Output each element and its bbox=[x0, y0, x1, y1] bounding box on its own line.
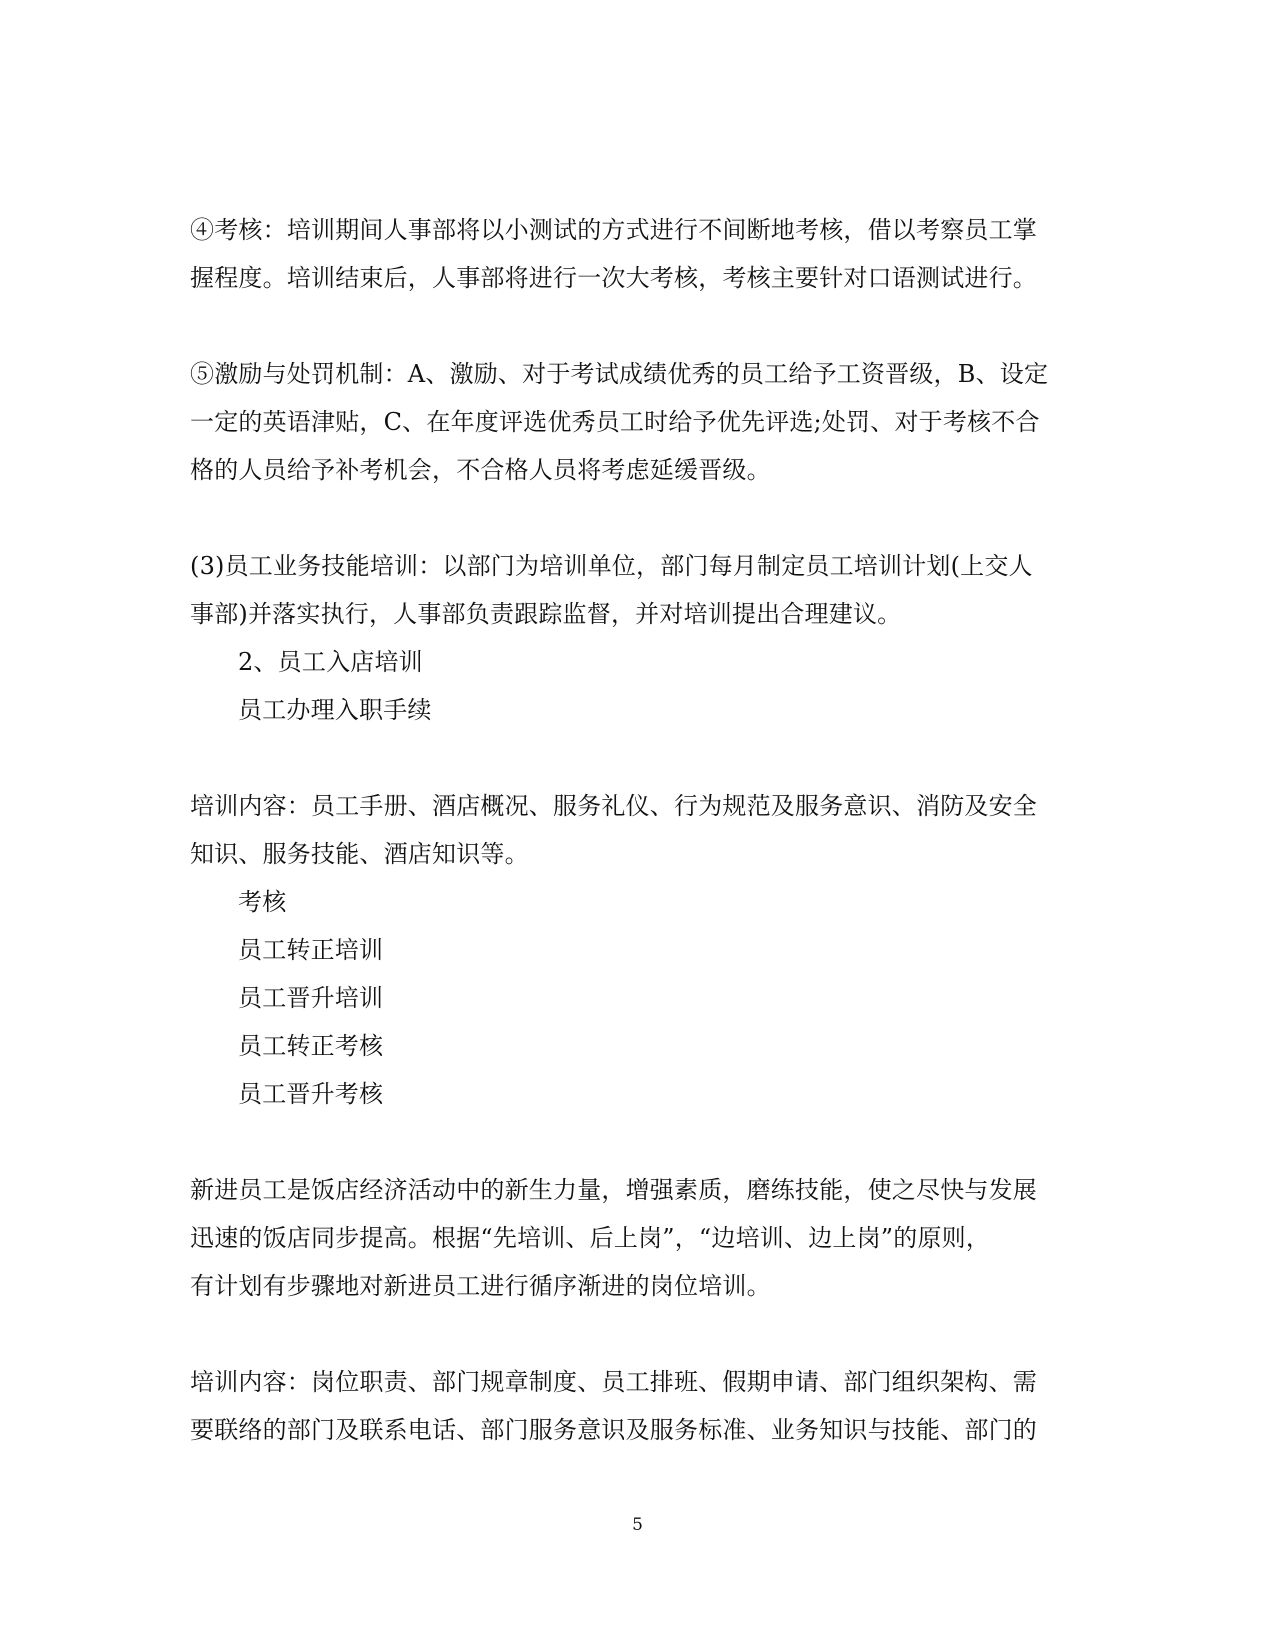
text-line: ⑤激励与处罚机制：A、激励、对于考试成绩优秀的员工给予工资晋级，B、设定 bbox=[190, 360, 1049, 388]
paragraph-training-content bbox=[190, 782, 1070, 878]
list-item: 员工晋升考核 bbox=[238, 1080, 384, 1108]
paragraph-skills-training bbox=[190, 542, 1070, 638]
text-line: 要联络的部门及联系电话、部门服务意识及服务标准、业务知识与技能、部门的 bbox=[190, 1416, 1037, 1444]
list-item: 考核 bbox=[238, 888, 287, 916]
list-item: 员工转正培训 bbox=[238, 936, 384, 964]
text-line: 有计划有步骤地对新进员工进行循序渐进的岗位培训。 bbox=[190, 1272, 771, 1300]
paragraph-spacer bbox=[190, 734, 1070, 782]
paragraph-assessment bbox=[190, 206, 1070, 302]
paragraph-spacer bbox=[190, 1310, 1070, 1358]
text-line: 格的人员给予补考机会，不合格人员将考虑延缓晋级。 bbox=[190, 456, 771, 484]
text-line: 握程度。培训结束后，人事部将进行一次大考核，考核主要针对口语测试进行。 bbox=[190, 264, 1037, 292]
text-line: 培训内容：岗位职责、部门规章制度、员工排班、假期申请、部门组织架构、需 bbox=[190, 1368, 1037, 1396]
paragraph-new-staff bbox=[190, 1166, 1070, 1310]
paragraph-spacer bbox=[190, 1118, 1070, 1166]
text-line: ④考核：培训期间人事部将以小测试的方式进行不间断地考核，借以考察员工掌 bbox=[190, 216, 1037, 244]
onboarding-list bbox=[190, 638, 1070, 734]
page-number: 5 bbox=[632, 1515, 643, 1535]
text-line: (3)员工业务技能培训：以部门为培训单位，部门每月制定员工培训计划(上交人 bbox=[190, 552, 1033, 580]
assessment-list bbox=[190, 878, 1070, 1118]
document-body bbox=[190, 206, 1070, 1454]
text-line: 新进员工是饭店经济活动中的新生力量，增强素质，磨练技能，使之尽快与发展 bbox=[190, 1176, 1037, 1204]
list-item: 员工办理入职手续 bbox=[238, 696, 432, 724]
paragraph-spacer bbox=[190, 302, 1070, 350]
list-item: 2、员工入店培训 bbox=[238, 648, 423, 676]
text-line: 培训内容：员工手册、酒店概况、服务礼仪、行为规范及服务意识、消防及安全 bbox=[190, 792, 1037, 820]
text-line: 一定的英语津贴，C、在年度评选优秀员工时给予优先评选;处罚、对于考核不合 bbox=[190, 408, 1040, 436]
paragraph-incentive bbox=[190, 350, 1070, 494]
list-item: 员工晋升培训 bbox=[238, 984, 384, 1012]
text-line: 事部)并落实执行，人事部负责跟踪监督，并对培训提出合理建议。 bbox=[190, 600, 902, 628]
text-line: 知识、服务技能、酒店知识等。 bbox=[190, 840, 529, 868]
list-item: 员工转正考核 bbox=[238, 1032, 384, 1060]
text-line: 迅速的饭店同步提高。根据“先培训、后上岗”，“边培训、边上岗”的原则， bbox=[190, 1224, 991, 1252]
paragraph-spacer bbox=[190, 494, 1070, 542]
paragraph-position-training-content bbox=[190, 1358, 1070, 1454]
